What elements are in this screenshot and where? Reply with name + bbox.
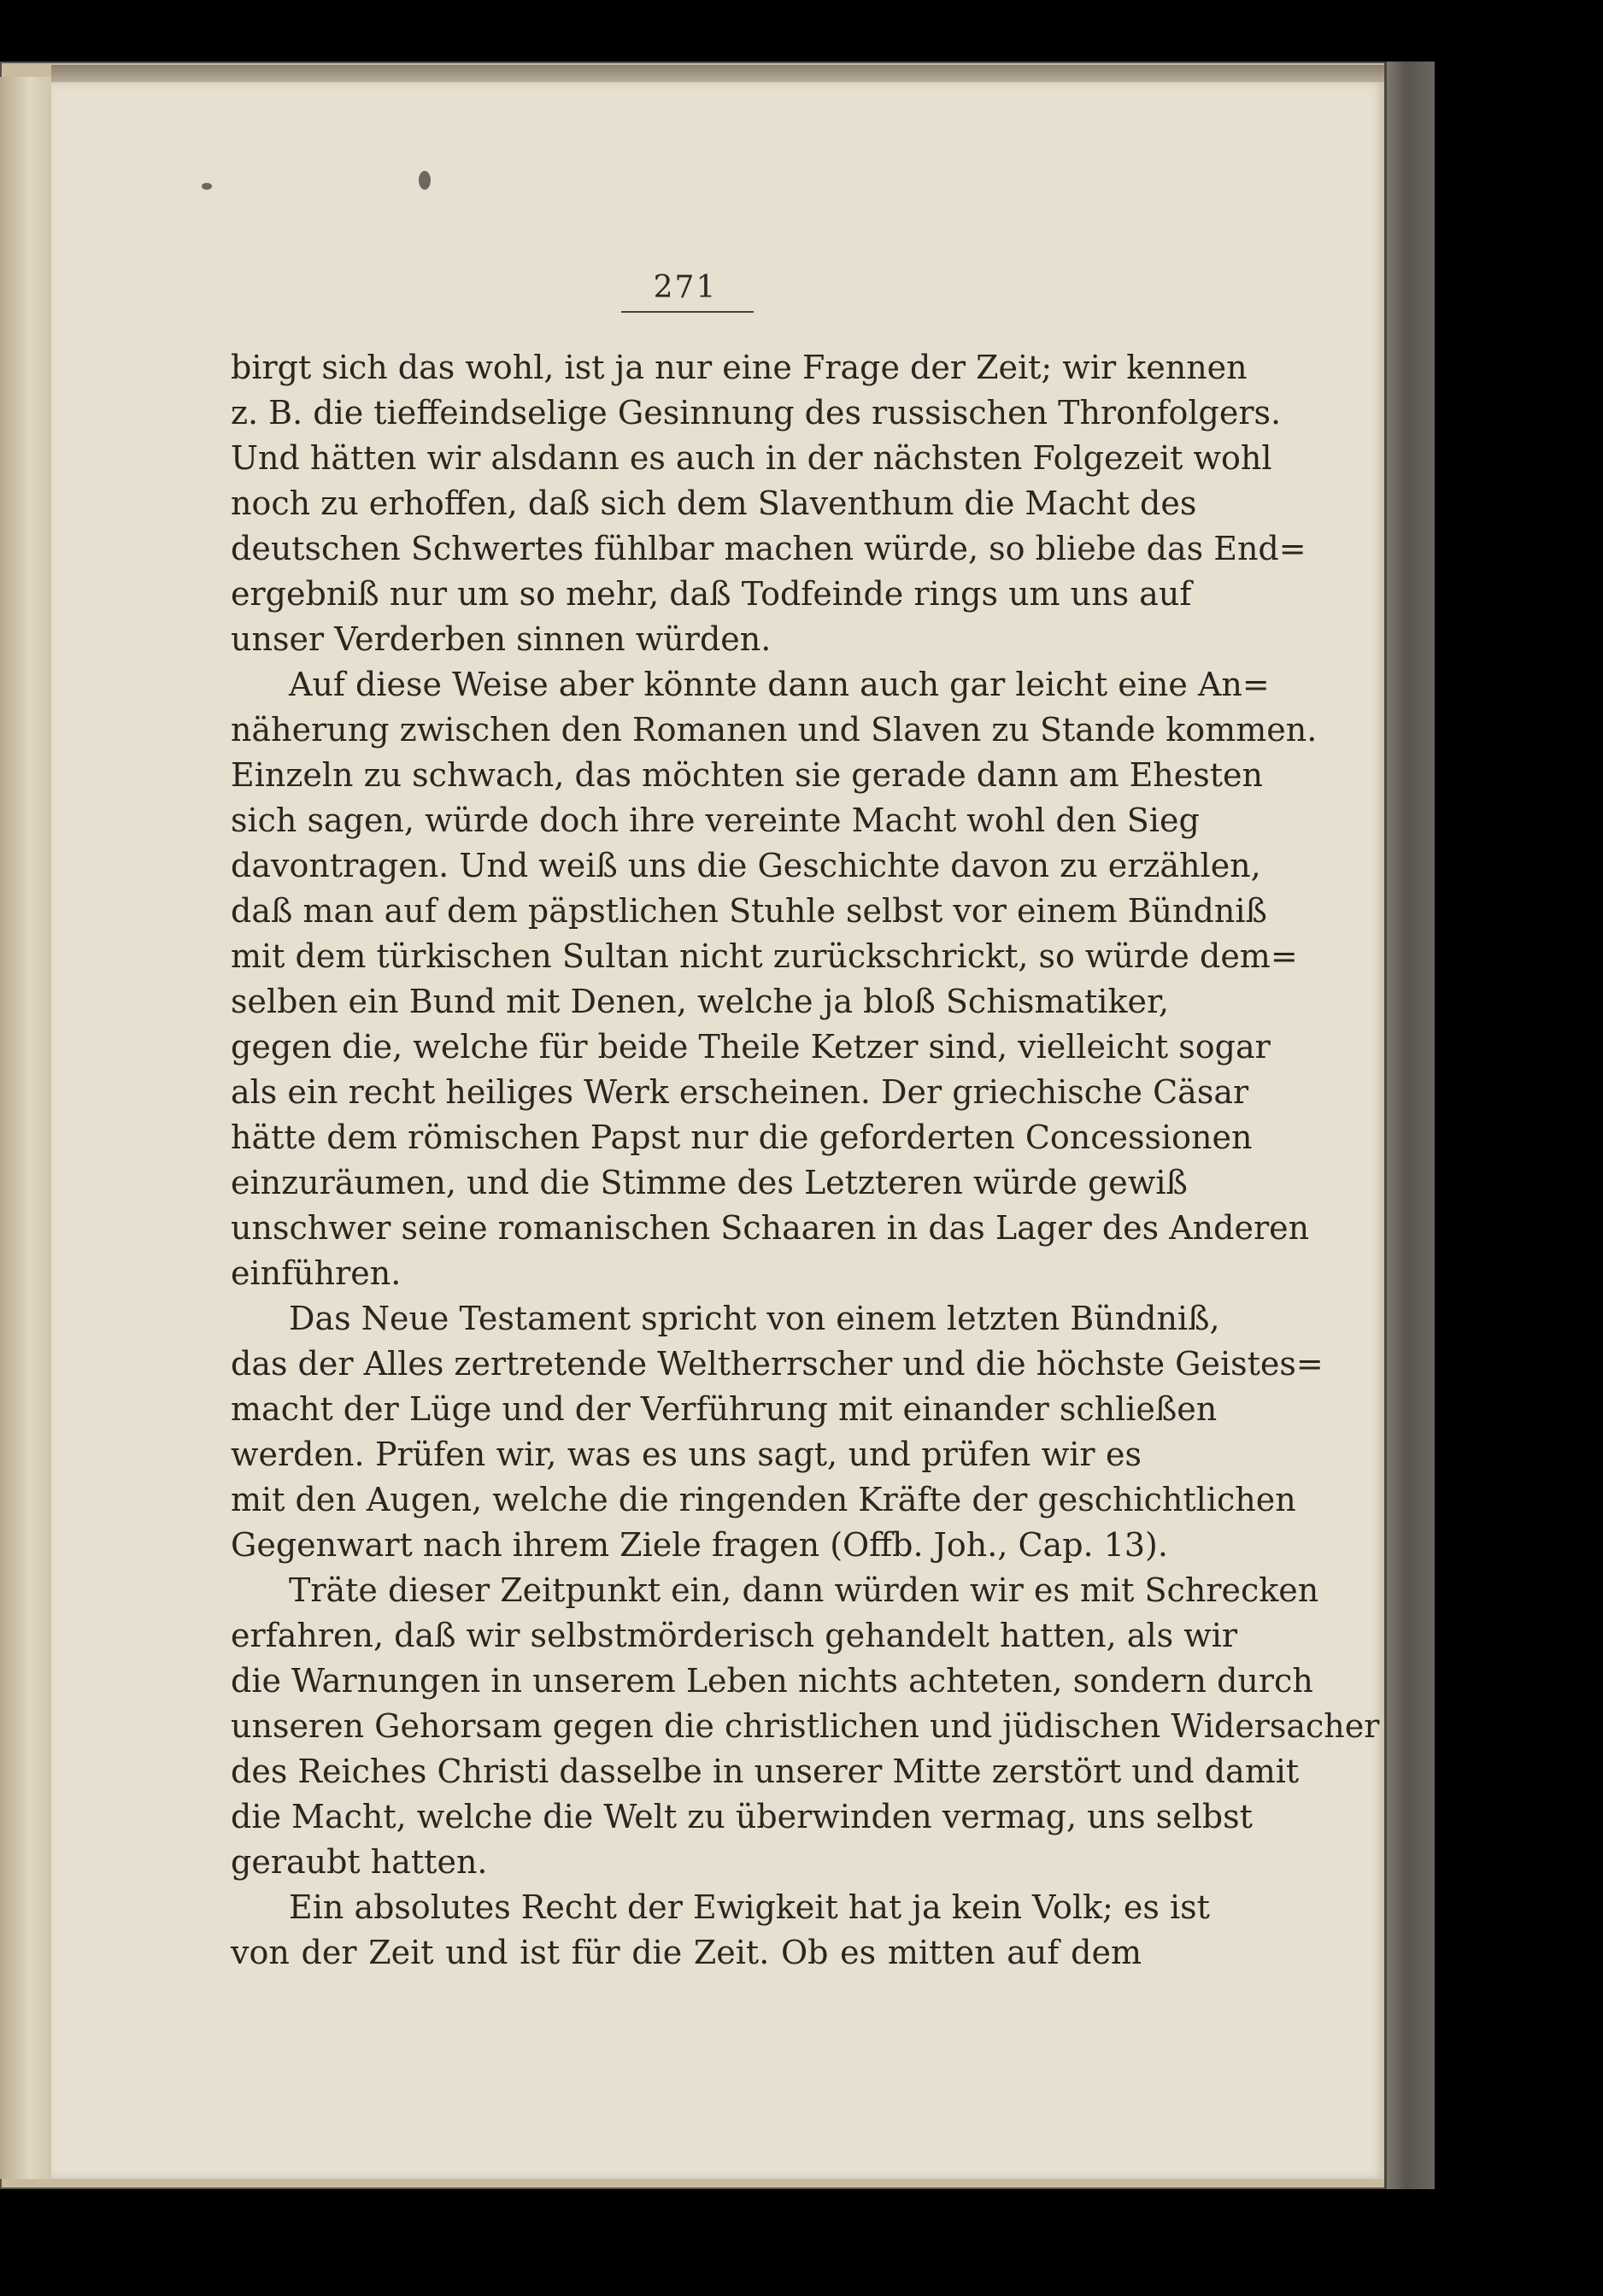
text-line: erfahren, daß wir selbstmörderisch gehandelt hatten, als wir <box>231 1617 1238 1654</box>
text-line: näherung zwischen den Romanen und Slaven zu Stande kommen. <box>231 711 1318 749</box>
page-number-rule <box>621 311 754 313</box>
text-line: sich sagen, würde doch ihre vereinte Macht wohl den Sieg <box>231 802 1200 839</box>
text-line: geraubt hatten. <box>231 1843 488 1881</box>
text-line: Einzeln zu schwach, das möchten sie gerade dann am Ehesten <box>231 756 1264 794</box>
text-line: gegen die, welche für beide Theile Ketzer sind, vielleicht sogar <box>231 1028 1271 1066</box>
text-line: die Warnungen in unserem Leben nichts achteten, sondern durch <box>231 1662 1313 1700</box>
text-line: als ein recht heiliges Werk erscheinen. Der griechische Cäsar <box>231 1073 1249 1111</box>
text-line: Und hätten wir alsdann es auch in der nächsten Folgezeit wohl <box>231 439 1272 477</box>
text-line: des Reiches Christi dasselbe in unserer Mitte zerstört und damit <box>231 1753 1300 1790</box>
text-line: unschwer seine romanischen Schaaren in das Lager des Anderen <box>231 1209 1310 1247</box>
text-line: macht der Lüge und der Verführung mit einander schließen <box>231 1390 1218 1428</box>
page-number: 271 <box>653 270 718 305</box>
text-line: Auf diese Weise aber könnte dann auch gar leicht eine An= <box>289 666 1270 703</box>
text-line: Das Neue Testament spricht von einem letzten Bündniß, <box>289 1300 1220 1337</box>
text-line: selben ein Bund mit Denen, welche ja bloß Schismatiker, <box>231 983 1170 1020</box>
text-line: einführen. <box>231 1254 402 1292</box>
text-line: Ein absolutes Recht der Ewigkeit hat ja kein Volk; es ist <box>289 1888 1210 1926</box>
text-line: hätte dem römischen Papst nur die geforderten Concessionen <box>231 1119 1253 1156</box>
text-line: Gegenwart nach ihrem Ziele fragen (Offb. Joh., Cap. 13). <box>231 1526 1168 1564</box>
text-line: davontragen. Und weiß uns die Geschichte davon zu erzählen, <box>231 847 1261 884</box>
text-line: einzuräumen, und die Stimme des Letzteren würde gewiß <box>231 1164 1188 1201</box>
body-text <box>231 345 1380 1976</box>
text-line: das der Alles zertretende Weltherrscher und die höchste Geistes= <box>231 1345 1324 1383</box>
text-line: von der Zeit und ist für die Zeit. Ob es mitten auf dem <box>231 1934 1142 1971</box>
text-line: die Macht, welche die Welt zu überwinden vermag, uns selbst <box>231 1798 1253 1835</box>
left-page-edge <box>0 77 55 2179</box>
text-line: mit dem türkischen Sultan nicht zurückschrickt, so würde dem= <box>231 937 1298 975</box>
text-line: birgt sich das wohl, ist ja nur eine Frage der Zeit; wir kennen <box>231 349 1248 386</box>
text-line: noch zu erhoffen, daß sich dem Slaventhum die Macht des <box>231 484 1197 522</box>
text-line: ergebniß nur um so mehr, daß Todfeinde rings um uns auf <box>231 575 1192 613</box>
text-line: unser Verderben sinnen würden. <box>231 620 772 658</box>
text-line: deutschen Schwertes fühlbar machen würde, so bliebe das End= <box>231 530 1306 567</box>
text-line: unseren Gehorsam gegen die christlichen und jüdischen Widersacher <box>231 1707 1380 1745</box>
top-binding-strip <box>51 65 1384 84</box>
text-line: z. B. die tieffeindselige Gesinnung des russischen Thronfolgers. <box>231 394 1282 432</box>
text-line: werden. Prüfen wir, was es uns sagt, und prüfen wir es <box>231 1436 1142 1473</box>
text-line: daß man auf dem päpstlichen Stuhle selbst vor einem Bündniß <box>231 892 1267 930</box>
text-line: mit den Augen, welche die ringenden Kräfte der geschichtlichen <box>231 1481 1296 1518</box>
text-line: Träte dieser Zeitpunkt ein, dann würden wir es mit Schrecken <box>289 1571 1319 1609</box>
ink-smudge <box>202 183 212 190</box>
cover-edge <box>1384 62 1435 2189</box>
ink-smudge <box>419 171 431 190</box>
